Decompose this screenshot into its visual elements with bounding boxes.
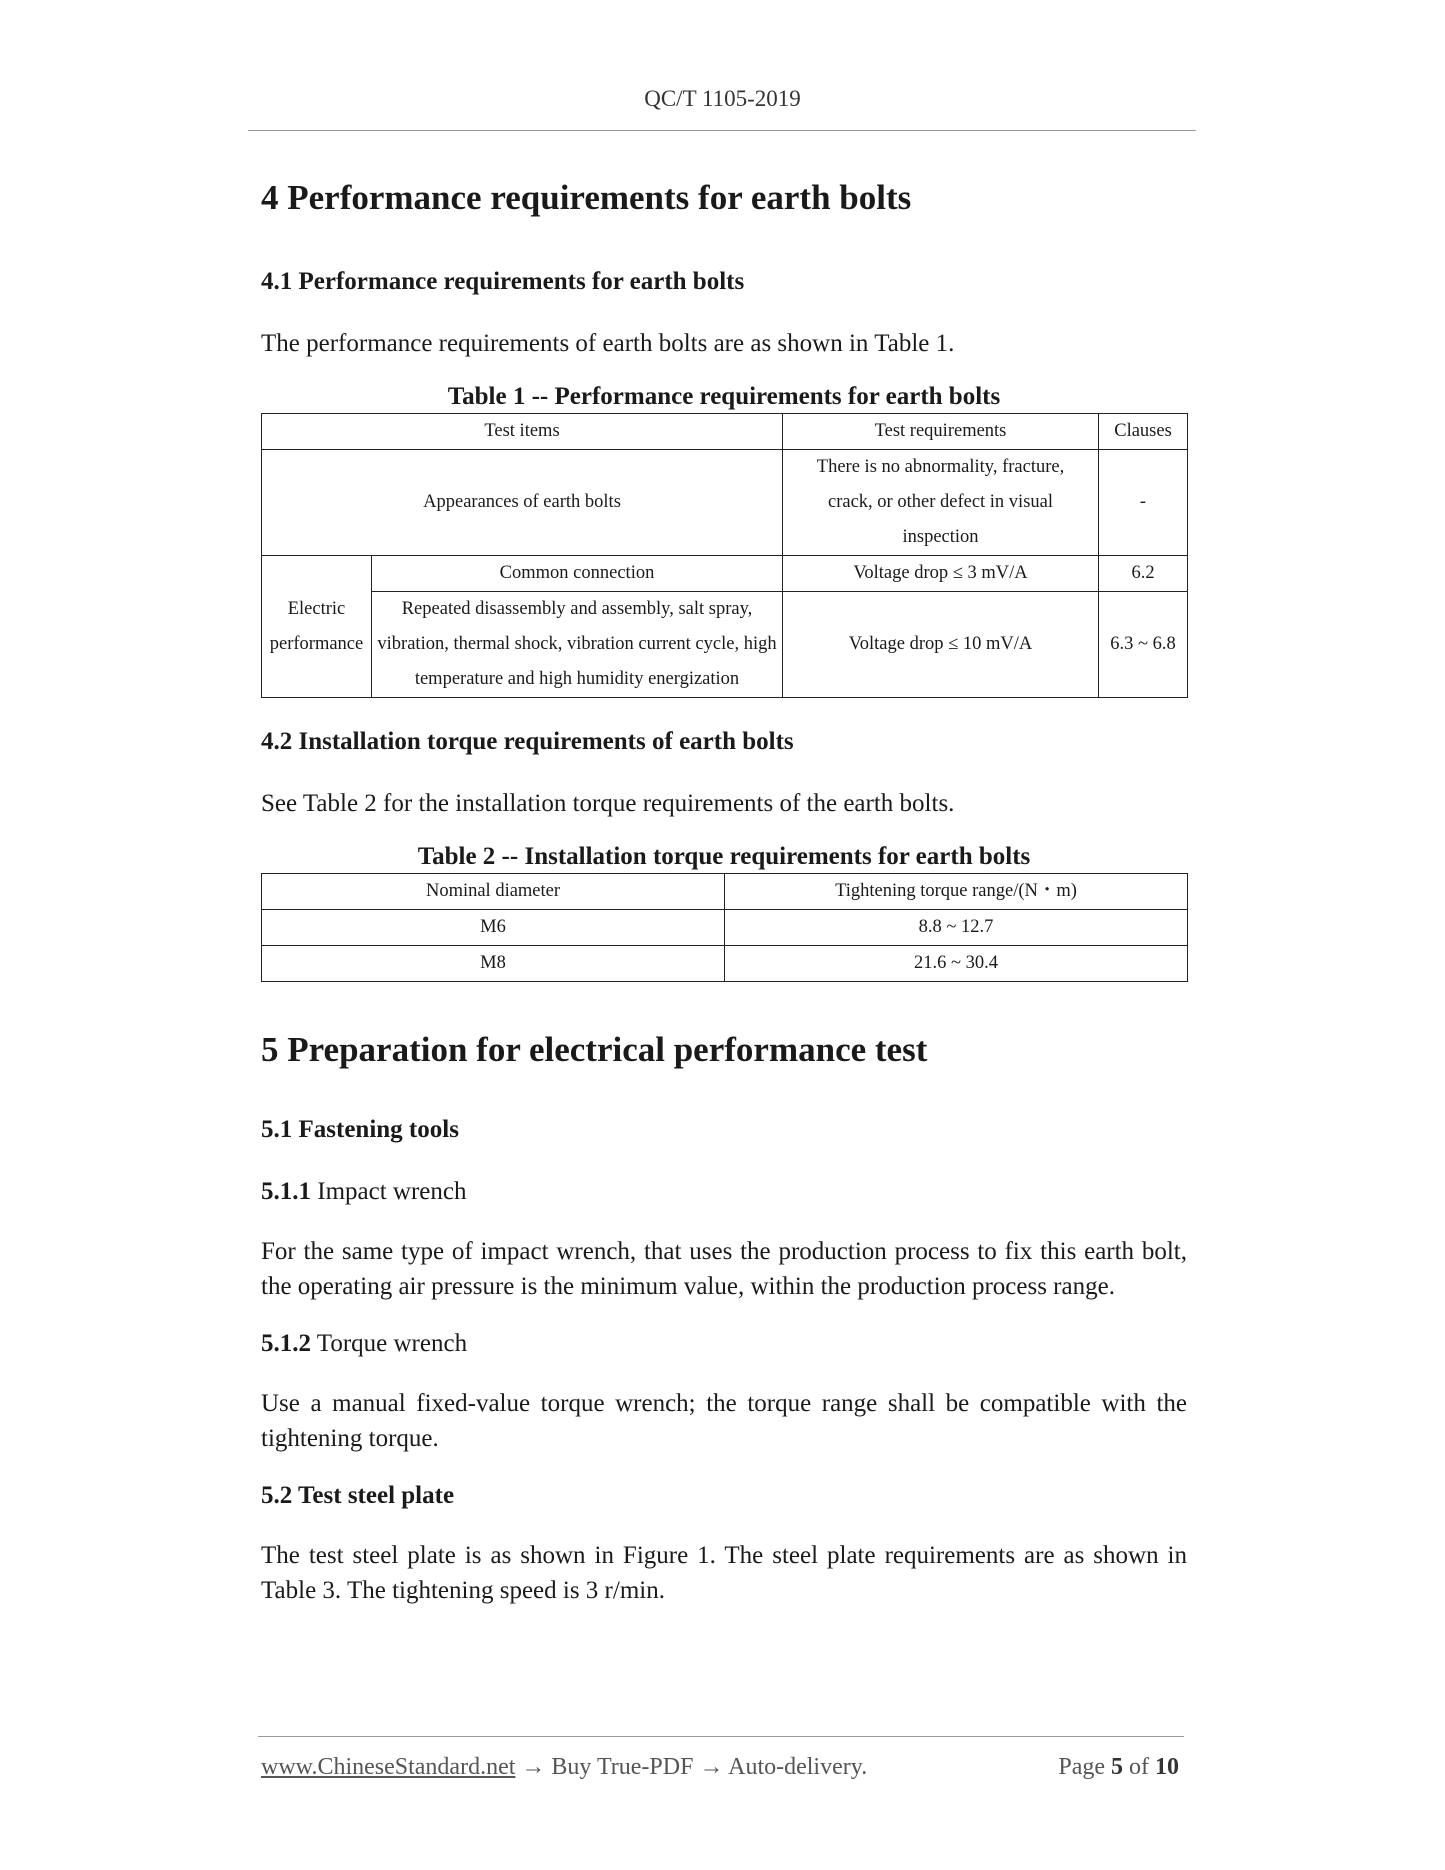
table-1-header-test-items: Test items xyxy=(262,414,783,450)
table-row xyxy=(262,910,1188,946)
page-content xyxy=(261,170,1187,1608)
section-5-1-1-number: 5.1.1 xyxy=(261,1178,311,1205)
table-row xyxy=(262,592,1188,698)
table-2-cell-diameter: M8 xyxy=(262,946,725,982)
section-5-1-title: 5.1 Fastening tools xyxy=(261,1116,459,1143)
table-1-header-clauses: Clauses xyxy=(1099,414,1188,450)
section-4-1-text: The performance requirements of earth bolts are as shown in Table 1. xyxy=(261,330,955,357)
section-5-2-title: 5.2 Test steel plate xyxy=(261,1482,455,1509)
table-1 xyxy=(261,413,1188,698)
section-5-1-2-text: Use a manual fixed-value torque wrench; the torque range shall be compatible with the tightening torque. xyxy=(261,1390,1187,1452)
current-page: 5 xyxy=(1111,1754,1123,1780)
table-row xyxy=(262,556,1188,592)
table-2-header-nominal-diameter: Nominal diameter xyxy=(262,874,725,910)
table-2 xyxy=(261,873,1188,982)
running-header: QC/T 1105-2019 xyxy=(644,86,801,111)
table-1-cell-item: Appearances of earth bolts xyxy=(262,450,783,556)
footer-divider xyxy=(258,1736,1184,1737)
table-1-caption: Table 1 -- Performance requirements for earth bolts xyxy=(447,383,1001,410)
section-5-1-1-text: For the same type of impact wrench, that uses the production process to fix this earth bolt, the operating air pressure is the minimum value, within the production process range. xyxy=(261,1238,1187,1300)
footer-link[interactable]: www.ChineseStandard.net xyxy=(261,1754,516,1780)
section-4-title: 4 Performance requirements for earth bolts xyxy=(261,178,912,217)
section-4-1-title: 4.1 Performance requirements for earth bolts xyxy=(261,268,745,295)
table-2-header-row xyxy=(262,874,1188,910)
footer-tagline: → Buy True-PDF → Auto-delivery. xyxy=(515,1754,868,1780)
section-4-2-text: See Table 2 for the installation torque requirements of the earth bolts. xyxy=(261,790,955,817)
table-2-cell-torque: 21.6 ~ 30.4 xyxy=(725,946,1188,982)
table-1-cell-item: Repeated disassembly and assembly, salt spray, vibration, thermal shock, vibration current cycle, high temperature and high humidity energization xyxy=(372,592,783,698)
table-row xyxy=(262,450,1188,556)
table-2-cell-torque: 8.8 ~ 12.7 xyxy=(725,910,1188,946)
total-pages: 10 xyxy=(1155,1754,1179,1780)
table-2-caption: Table 2 -- Installation torque requirements for earth bolts xyxy=(417,843,1031,870)
header-divider xyxy=(248,130,1196,131)
table-1-cell-requirement: There is no abnormality, fracture, crack, or other defect in visual inspection xyxy=(783,450,1099,556)
table-1-cell-requirement: Voltage drop ≤ 3 mV/A xyxy=(783,556,1099,592)
section-4-2-title: 4.2 Installation torque requirements of earth bolts xyxy=(261,728,794,755)
table-2-cell-diameter: M6 xyxy=(262,910,725,946)
section-5-1-2-title xyxy=(261,1324,1187,1364)
section-5-1-1-heading: Impact wrench xyxy=(311,1178,467,1205)
table-1-cell-group-label: Electric performance xyxy=(262,556,372,698)
table-row xyxy=(262,946,1188,982)
table-1-cell-clause: - xyxy=(1099,450,1188,556)
page-footer xyxy=(261,1754,1179,1781)
section-5-1-2-number: 5.1.2 xyxy=(261,1330,311,1357)
page-word: Page xyxy=(1058,1754,1105,1780)
of-word: of xyxy=(1129,1754,1149,1780)
section-5-2-text: The test steel plate is as shown in Figure 1. The steel plate requirements are as shown in Table 3. The tightening speed is 3 r/min. xyxy=(261,1542,1187,1604)
table-1-cell-clause: 6.2 xyxy=(1099,556,1188,592)
table-1-cell-item: Common connection xyxy=(372,556,783,592)
page-number xyxy=(1058,1754,1179,1781)
section-5-title: 5 Preparation for electrical performance test xyxy=(261,1030,928,1069)
table-1-header-row xyxy=(262,414,1188,450)
table-1-header-test-requirements: Test requirements xyxy=(783,414,1099,450)
section-5-1-1-title xyxy=(261,1172,1187,1212)
section-5-1-2-heading: Torque wrench xyxy=(311,1330,468,1357)
table-2-header-torque-range: Tightening torque range/(N・m) xyxy=(725,874,1188,910)
table-1-cell-requirement: Voltage drop ≤ 10 mV/A xyxy=(783,592,1099,698)
table-1-cell-clause: 6.3 ~ 6.8 xyxy=(1099,592,1188,698)
